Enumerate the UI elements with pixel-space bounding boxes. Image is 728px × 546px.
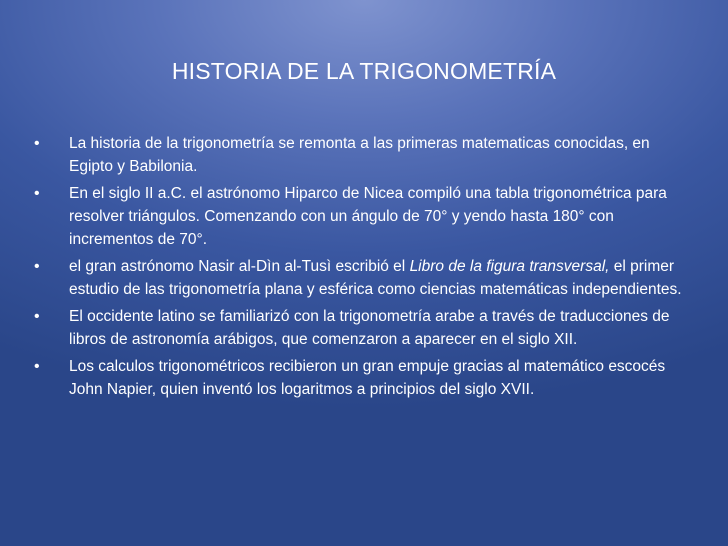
bullet-text-part: el primer estudio de las trigonometría plana y esférica como ciencias matemáticas independientes.: [69, 258, 682, 298]
bullet-text: • En el siglo II a.C. el astrónomo Hiparco de Nicea compiló una tabla trigonométrica para resolver triángulos. Comenzando con un ángulo de 70° y yendo hasta 180° con incrementos de 70°.: [69, 185, 667, 248]
bullet-text: [69, 255, 694, 301]
bullet-text: • Los calculos trigonométricos recibieron un gran empuje gracias al matemático escocés John Napier, quien inventó los logaritmos a principios del siglo XVII.: [69, 358, 666, 398]
bullet-text-part: el gran astrónomo Nasir al-Dìn al-Tusì escribió el: [69, 258, 410, 275]
bullet-text: • El occidente latino se familiarizó con la trigonometría arabe a través de traducciones de libros de astronomía arábigos, que comenzaron a aparecer en el siglo XII.: [69, 308, 670, 348]
book-title: Libro de la figura transversal,: [409, 258, 610, 275]
bullet-item: [34, 182, 694, 251]
bullet-list: [34, 132, 694, 405]
slide-title: HISTORIA DE LA TRIGONOMETRÍA: [171, 58, 557, 84]
bullet-item: [34, 305, 694, 351]
bullet-item: [34, 255, 694, 301]
bullet-text: • La historia de la trigonometría se remonta a las primeras matematicas conocidas, en Egipto y Babilonia.: [69, 135, 650, 175]
bullet-item: [34, 355, 694, 401]
bullet-item: [34, 132, 694, 178]
